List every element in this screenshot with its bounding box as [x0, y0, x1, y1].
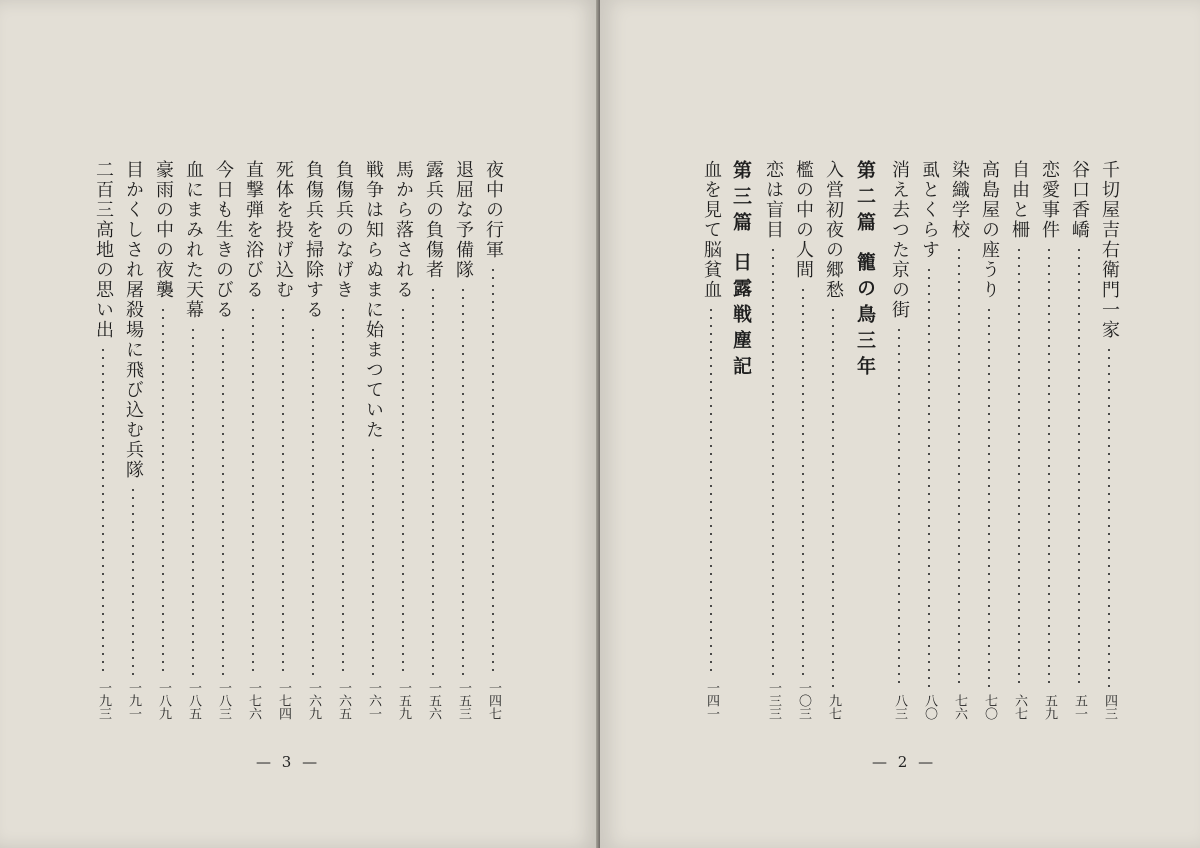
toc-entry-page: 一七六: [246, 681, 261, 720]
toc-entry: [240, 160, 266, 720]
toc-entry-page: 一六九: [306, 681, 321, 720]
dot-leader: [709, 306, 713, 675]
toc-entry: [450, 160, 476, 720]
toc-entry: [270, 160, 296, 720]
dot-leader: [957, 246, 961, 688]
dot-leader: [491, 266, 495, 675]
toc-entry-title: 血にまみれた天幕: [183, 160, 204, 320]
toc-entry-title: 谷口香嶠: [1069, 160, 1090, 240]
toc-entry-title: 直撃弾を浴びる: [243, 160, 264, 300]
toc-entry-title: 夜中の行軍: [483, 160, 504, 260]
toc-entry-page: 一六一: [366, 681, 381, 720]
toc-entry: [946, 160, 972, 720]
toc-entry: [976, 160, 1002, 720]
dot-leader: [927, 266, 931, 688]
toc-entry-title: 千切屋吉右衛門一家: [1099, 160, 1120, 340]
toc-entry-page: 一九三: [96, 681, 111, 720]
toc-entry-title: 馬から落される: [393, 160, 414, 300]
dot-leader: [371, 446, 375, 675]
toc-entry-title: 戦争は知らぬまに始まつていた: [363, 160, 384, 440]
toc-entry-title: 露兵の負傷者: [423, 160, 444, 280]
toc-entry: [420, 160, 446, 720]
toc-entry-page: 一四一: [704, 681, 719, 720]
toc-entry: [790, 160, 816, 720]
dot-leader: [831, 306, 835, 688]
toc-entry: [1006, 160, 1032, 720]
toc-entry: [300, 160, 326, 720]
toc-entry-title: 消え去つた京の街: [889, 160, 910, 320]
toc-entry-page: 七〇: [982, 694, 997, 720]
left-page: [0, 0, 598, 848]
page-number: — 3 —: [256, 753, 321, 771]
toc-entry-page: 一七四: [276, 681, 291, 720]
dot-leader: [801, 286, 805, 675]
toc-entry: [1036, 160, 1062, 720]
toc-entry: [760, 160, 786, 720]
toc-entry-title: 死体を投げ込む: [273, 160, 294, 300]
dot-leader: [897, 326, 901, 688]
toc-entry: [210, 160, 236, 720]
toc-entry: [1066, 160, 1092, 720]
page-number: — 2 —: [872, 753, 937, 771]
dot-leader: [281, 306, 285, 675]
dot-leader: [461, 286, 465, 675]
toc-entry: [1096, 160, 1122, 720]
toc-entry-page: 四三: [1102, 694, 1117, 720]
toc-entry-page: 一四七: [486, 681, 501, 720]
toc-entry-title: 檻の中の人間: [793, 160, 814, 280]
toc-entry: [480, 160, 506, 720]
dot-leader: [251, 306, 255, 675]
toc-entry: [390, 160, 416, 720]
dot-leader: [1017, 246, 1021, 688]
toc-entry: [886, 160, 912, 720]
toc-entry-page: 一五九: [396, 681, 411, 720]
toc-entry-page: 八三: [892, 694, 907, 720]
dot-leader: [401, 306, 405, 675]
toc-entry-title: 染織学校: [949, 160, 970, 240]
toc-entry-title: 入営初夜の郷愁: [823, 160, 844, 300]
toc-entry-page: 一〇三: [796, 681, 811, 720]
toc-entry-page: 一八九: [156, 681, 171, 720]
dot-leader: [1077, 246, 1081, 688]
toc-entry-page: 一八三: [216, 681, 231, 720]
toc-entry: [916, 160, 942, 720]
toc-entry-title: 二百三高地の思い出: [93, 160, 114, 340]
toc-entry-title: 目かくしされ屠殺場に飛び込む兵隊: [123, 160, 144, 480]
toc-entry-page: 五一: [1072, 694, 1087, 720]
toc-entry-title: 自由と柵: [1009, 160, 1030, 240]
dot-leader: [161, 306, 165, 675]
toc-entry: [120, 160, 146, 720]
dot-leader: [191, 326, 195, 675]
toc-entry-page: 一五三: [456, 681, 471, 720]
dot-leader: [341, 306, 345, 675]
dot-leader: [771, 246, 775, 675]
dot-leader: [311, 326, 315, 675]
toc-entry: [698, 160, 724, 720]
toc-entry-title: 虱とくらす: [919, 160, 940, 260]
toc-entry-page: 一九一: [126, 681, 141, 720]
toc-entry-page: 七六: [952, 694, 967, 720]
toc-entry-title: 負傷兵のなげき: [333, 160, 354, 300]
toc-entry: [330, 160, 356, 720]
toc-entry-page: 九七: [826, 694, 841, 720]
dot-leader: [431, 286, 435, 675]
toc-entry-title: 恋愛事件: [1039, 160, 1060, 240]
toc-entry-page: 六七: [1012, 694, 1027, 720]
toc-entry-title: 退屈な予備隊: [453, 160, 474, 280]
dot-leader: [1047, 246, 1051, 688]
toc-entry: [360, 160, 386, 720]
toc-entry-title: 恋は盲目: [763, 160, 784, 240]
toc-entry-page: 一八五: [186, 681, 201, 720]
toc-entry: [90, 160, 116, 720]
toc-entry: [820, 160, 846, 720]
right-page: [600, 0, 1200, 848]
toc-entry-page: 八〇: [922, 694, 937, 720]
dot-leader: [987, 306, 991, 688]
part-heading: [728, 160, 754, 720]
toc-entry-page: 五九: [1042, 694, 1057, 720]
dot-leader: [1107, 346, 1111, 688]
part-heading-title: 第二篇 籠の鳥三年: [854, 160, 876, 382]
part-heading-title: 第三篇 日露戦塵記: [730, 160, 752, 382]
part-heading: [852, 160, 878, 720]
toc-entry: [180, 160, 206, 720]
toc-entry-title: 豪雨の中の夜襲: [153, 160, 174, 300]
toc-entry-page: 一五六: [426, 681, 441, 720]
toc-entry-page: 一三三: [766, 681, 781, 720]
toc-entry-page: 一六五: [336, 681, 351, 720]
toc-entry-title: 高島屋の座うり: [979, 160, 1000, 300]
toc-entry-title: 負傷兵を掃除する: [303, 160, 324, 320]
dot-leader: [221, 326, 225, 675]
toc-entry-title: 血を見て脳貧血: [701, 160, 722, 300]
dot-leader: [101, 346, 105, 675]
toc-entry: [150, 160, 176, 720]
toc-entry-title: 今日も生きのびる: [213, 160, 234, 320]
dot-leader: [131, 486, 135, 675]
